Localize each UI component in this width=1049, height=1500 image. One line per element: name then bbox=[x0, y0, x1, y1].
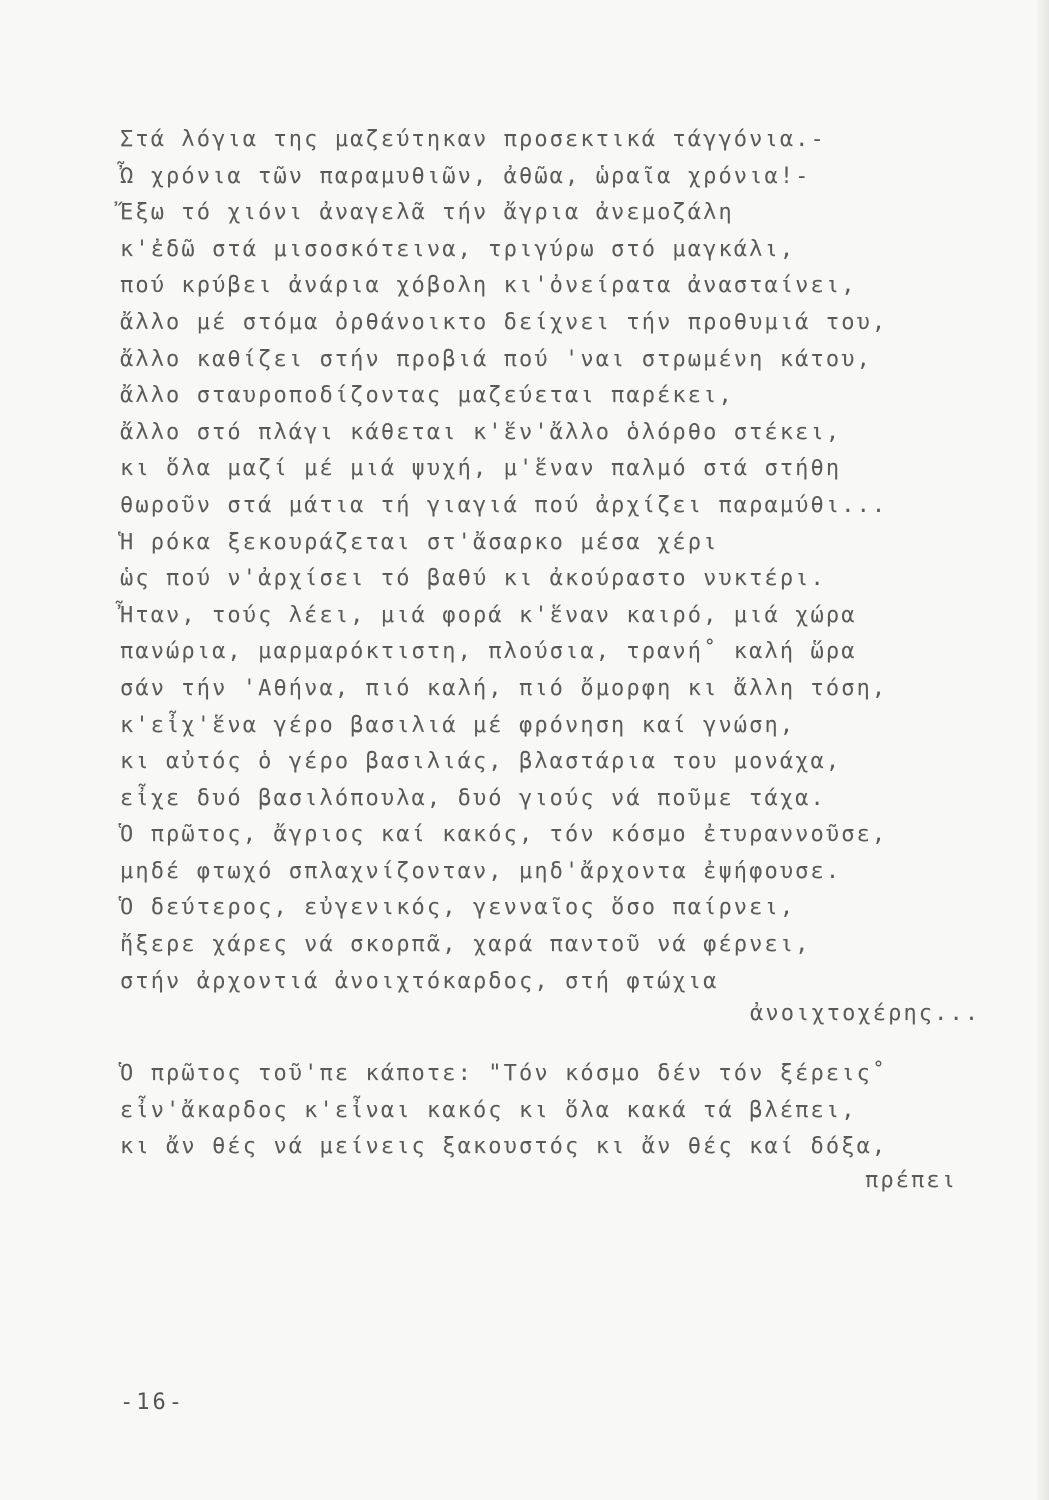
poem-line: κ'ἐδῶ στά μισοσκότεινα, τριγύρω στό μαγκάλι, bbox=[120, 236, 796, 262]
poem-line: ἄλλο στό πλάγι κάθεται κ'ἕν'ἄλλο ὁλόρθο στέκει, bbox=[120, 419, 842, 445]
poem-line: ὡς πού ν'ἀρχίσει τό βαθύ κι ἀκούραστο νυκτέρι. bbox=[120, 566, 826, 592]
poem-line-continuation: πρέπει bbox=[865, 1168, 958, 1194]
poem-line: πανώρια, μαρμαρόκτιστη, πλούσια, τρανή˚ καλή ὥρα bbox=[120, 639, 857, 665]
poem-line: Ὦ χρόνια τῶν παραμυθιῶν, ἀθῶα, ὡραῖα χρόνια!- bbox=[120, 163, 811, 189]
poem-line: κ'εἶχ'ἕνα γέρο βασιλιά μέ φρόνηση καί γνώση, bbox=[120, 712, 796, 738]
poem-line: στήν ἀρχοντιά ἀνοιχτόκαρδος, στή φτώχια bbox=[120, 968, 719, 994]
page-edge-shadow bbox=[1037, 0, 1049, 1500]
poem-text bbox=[120, 122, 1020, 1196]
poem-line: εἶν'ἄκαρδος κ'εἶναι κακός κι ὅλα κακά τά βλέπει, bbox=[120, 1097, 857, 1123]
poem-line: κι αὐτός ὁ γέρο βασιλιάς, βλαστάρια του μονάχα, bbox=[120, 749, 842, 775]
poem-line: σάν τήν 'Αθήνα, πιό καλή, πιό ὄμορφη κι ἄλλη τόση, bbox=[120, 675, 888, 701]
poem-line: ἄλλο καθίζει στήν προβιά πού 'ναι στρωμένη κάτου, bbox=[120, 346, 872, 372]
poem-line: ἄλλο σταυροποδίζοντας μαζεύεται παρέκει, bbox=[120, 383, 734, 409]
poem-line-continuation: ἀνοιχτοχέρης... bbox=[750, 1001, 981, 1027]
poem-line: ἄλλο μέ στόμα ὀρθάνοικτο δείχνει τήν προθυμιά του, bbox=[120, 309, 888, 335]
poem-line: Ἔξω τό χιόνι ἀναγελᾶ τήν ἄγρια ἀνεμοζάλη bbox=[120, 200, 734, 226]
poem-line: Ὁ πρῶτος τοῦ'πε κάποτε: "Τόν κόσμο δέν τόν ξέρεις˚ bbox=[120, 1061, 888, 1087]
poem-line: Ἦταν, τούς λέει, μιά φορά κ'ἕναν καιρό, μιά χώρα bbox=[120, 602, 857, 628]
poem-line: Ὁ πρῶτος, ἄγριος καί κακός, τόν κόσμο ἐτυραννοῦσε, bbox=[120, 822, 888, 848]
poem-line: μηδέ φτωχό σπλαχνίζονταν, μηδ'ἄρχοντα ἐψήφουσε. bbox=[120, 858, 842, 884]
poem-line: κι ὅλα μαζί μέ μιά ψυχή, μ'ἕναν παλμό στά στήθη bbox=[120, 456, 842, 482]
poem-line: κι ἄν θές νά μείνεις ξακουστός κι ἄν θές καί δόξα, bbox=[120, 1134, 888, 1160]
poem-line: Ὁ δεύτερος, εὐγενικός, γενναῖος ὅσο παίρνει, bbox=[120, 895, 796, 921]
poem-line: Στά λόγια της μαζεύτηκαν προσεκτικά τάγγόνια.- bbox=[120, 127, 826, 152]
stanza-break bbox=[120, 1028, 1020, 1056]
poem-line: θωροῦν στά μάτια τή γιαγιά πού ἀρχίζει παραμύθι... bbox=[120, 492, 888, 518]
poem-line: εἶχε δυό βασιλόπουλα, δυό γιούς νά ποῦμε τάχα. bbox=[120, 785, 826, 811]
poem-line: πού κρύβει ἀνάρια χόβολη κι'ὀνείρατα ἀνασταίνει, bbox=[120, 273, 857, 299]
poem-line: ἤξερε χάρες νά σκορπᾶ, χαρά παντοῦ νά φέρνει, bbox=[120, 932, 811, 958]
poem-line: Ἡ ρόκα ξεκουράζεται στ'ἄσαρκο μέσα χέρι bbox=[120, 529, 719, 555]
page-number: -16- bbox=[120, 1390, 185, 1415]
